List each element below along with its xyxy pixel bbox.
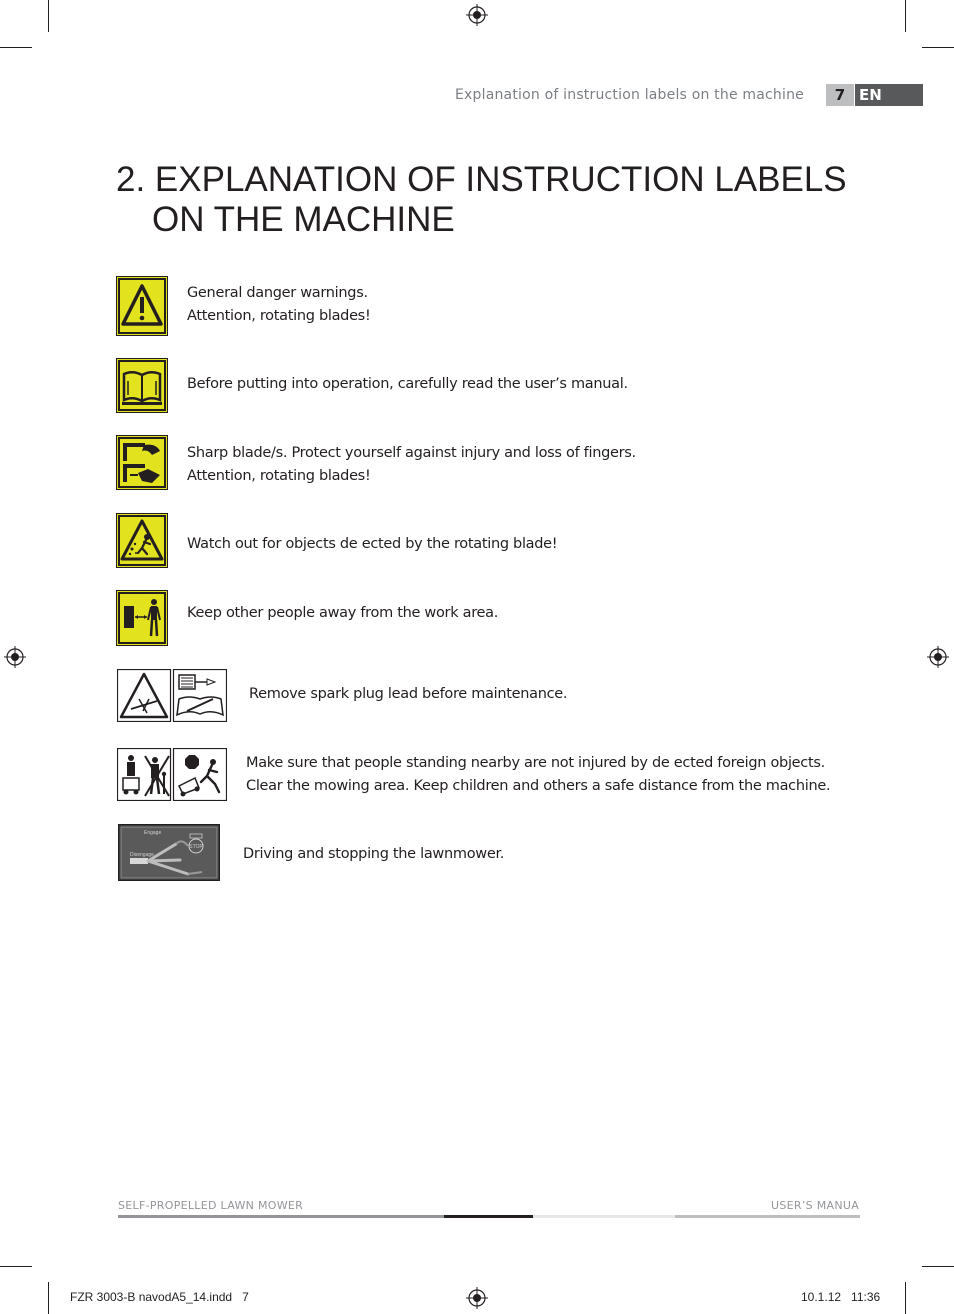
language-tab: EN [855,84,923,106]
page-title-line2: ON THE MACHINE [152,200,455,239]
registration-mark-icon [466,4,488,26]
footer-bar-segment [444,1215,533,1218]
crop-mark [0,1266,32,1267]
label-description: Remove spark plug lead before maintenance. [249,686,568,702]
registration-mark-icon [466,1287,488,1309]
read-manual-icon [116,358,168,413]
crop-mark [922,1266,954,1267]
drive-lever-icon [118,824,220,881]
page-title [116,160,847,240]
keep-people-away-icon [116,590,168,646]
bystanders-icon [117,748,227,801]
page-number: 7 [826,84,854,106]
svg-text:STOP: STOP [189,844,203,850]
footer-bar-segment [533,1215,675,1218]
crop-mark [48,1282,49,1314]
label-description: General danger warnings. Attention, rotating blades! [187,285,371,324]
footer-manual-name: USER’S MANUA [771,1199,860,1212]
warning-triangle-icon [116,276,168,336]
crop-mark [48,0,49,32]
crop-mark [905,1282,906,1314]
sharp-blade-icon [116,435,168,490]
svg-text:Engage: Engage [144,830,162,836]
page-title-line1: 2. EXPLANATION OF INSTRUCTION LABELS [116,160,847,199]
running-header: Explanation of instruction labels on the machine [455,87,804,103]
flying-objects-icon [116,513,168,568]
registration-mark-icon [927,646,949,668]
footer-product-name: SELF-PROPELLED LAWN MOWER [118,1199,304,1212]
crop-mark [922,47,954,48]
label-description: Driving and stopping the lawnmower. [243,846,505,862]
print-slug-file: FZR 3003-B navodA5_14.indd 7 [70,1290,249,1304]
label-description: Watch out for objects de ected by the rotating blade! [187,536,558,552]
footer-bar-segment [675,1215,860,1218]
spark-plug-icon [117,669,227,722]
label-description: Make sure that people standing nearby are not injured by de ected foreign objects. Clear the mowing area. Keep children and others a safe distance from the machine. [246,755,831,794]
label-description: Keep other people away from the work area. [187,605,499,621]
print-slug-date: 10.1.12 11:36 [801,1290,881,1304]
label-description: Sharp blade/s. Protect yourself against injury and loss of fingers. Attention, rotating blades! [187,445,636,484]
svg-text:Disengage: Disengage [130,852,154,858]
registration-mark-icon [4,646,26,668]
crop-mark [905,0,906,32]
footer-bar-segment [118,1215,444,1218]
label-description: Before putting into operation, carefully read the user’s manual. [187,376,628,392]
crop-mark [0,47,32,48]
